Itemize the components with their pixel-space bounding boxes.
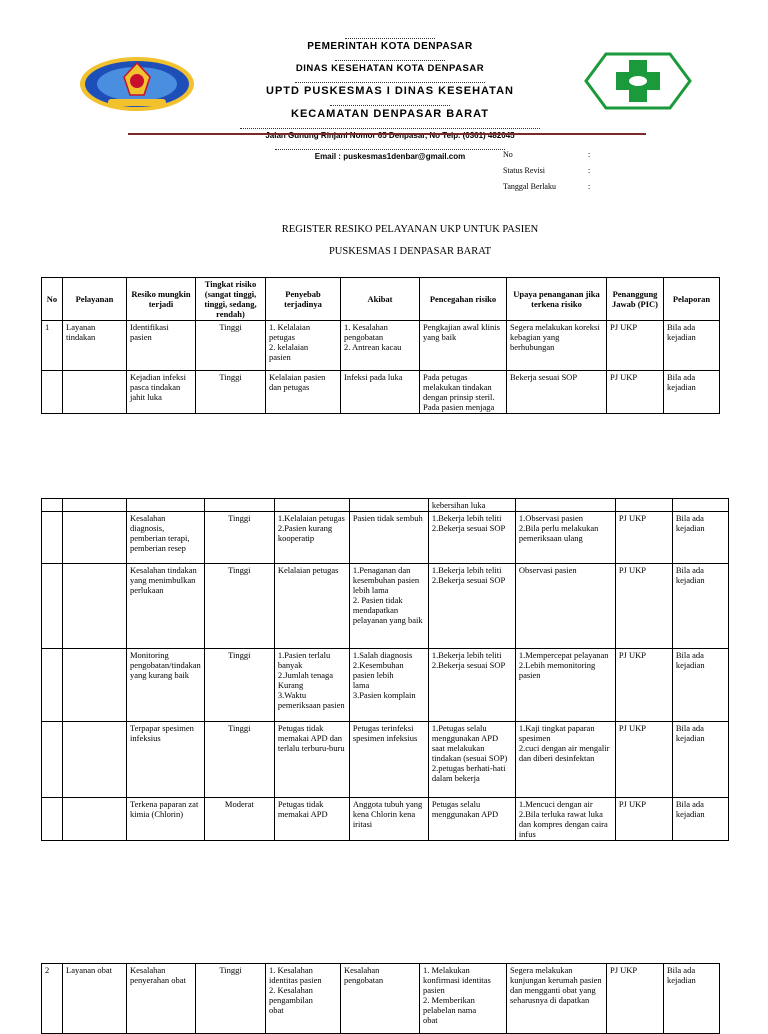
cell-pencegahan: kebersihan luka [428,499,515,512]
cell-pelayanan [63,371,127,414]
cell-pencegahan: Pada petugas melakukan tindakan dengan prinsip steril. Pada pasien menjaga [420,371,507,414]
cell-upaya: 1.Kaji tingkat paparan spesimen 2.cuci dengan air mengalir dan diberi desinfektan [515,722,615,798]
table-row [42,512,729,564]
cell-no [42,499,63,512]
cell-no [42,722,63,798]
cell-pelaporan: Bila ada kejadian [664,371,720,414]
table-row [42,722,729,798]
city-emblem-icon [78,55,196,113]
table-row [42,649,729,722]
cell-no [42,512,63,564]
header-line-3: UPTD PUSKESMAS I DINAS KESEHATAN [266,85,514,97]
cell-akibat: Pasien tidak sembuh [349,512,428,564]
table-row [42,798,729,841]
cell-tingkat: Tinggi [204,649,274,722]
cell-pelaporan: Bila ada kejadian [664,321,720,371]
cell-pencegahan: 1.Bekerja lebih teliti 2.Bekerja sesuai SOP [428,649,515,722]
cell-pelayanan [63,499,127,512]
cell-resiko [127,499,205,512]
puskesmas-logo-icon [584,52,692,110]
cell-penyebab: 1.Pasien terlalu banyak 2.Jumlah tenaga Kurang 3.Waktu pemeriksaan pasien [274,649,349,722]
cell-penyebab: Petugas tidak memakai APD dan terlalu terburu-buru [274,722,349,798]
cell-pencegahan: 1.Bekerja lebih teliti 2.Bekerja sesuai SOP [428,512,515,564]
cell-pencegahan: 1. Melakukan konfirmasi identitas pasien 2. Memberikan pelabelan nama obat [420,964,507,1034]
cell-pic: PJ UKP [607,964,664,1034]
cell-resiko: Kesalahan tindakan yang menimbulkan perlukaan [127,564,205,649]
cell-upaya: Observasi pasien [515,564,615,649]
cell-akibat [349,499,428,512]
cell-resiko: Kejadian infeksi pasca tindakan jahit luka [127,371,196,414]
cell-no [42,798,63,841]
balinese-script-line [335,54,445,61]
cell-akibat: Kesalahan pengobatan [341,964,420,1034]
cell-tingkat: Tinggi [196,321,266,371]
header-line-1: PEMERINTAH KOTA DENPASAR [307,41,473,52]
balinese-script-line [240,122,540,129]
cell-penyebab: 1. Kelalaian petugas 2. kelalaian pasien [266,321,341,371]
cell-no [42,371,63,414]
cell-resiko: Kesalahan penyerahan obat [127,964,196,1034]
table-row [42,499,729,512]
cell-pic: PJ UKP [607,321,664,371]
document-subtitle: PUSKESMAS I DENPASAR BARAT [328,246,492,257]
cell-pencegahan: 1.Petugas selalu menggunakan APD saat melakukan tindakan (sesuai SOP) 2.petugas berhati-hati dalam bekerja [428,722,515,798]
cell-upaya: 1.Mempercepat pelayanan 2.Lebih memonitoring pasien [515,649,615,722]
cell-upaya [515,499,615,512]
cell-no [42,564,63,649]
cell-resiko: Kesalahan diagnosis, pemberian terapi, pemberian resep [127,512,205,564]
cell-resiko: Terpapar spesimen infeksius [127,722,205,798]
table-row [42,564,729,649]
cell-pelaporan: Bila ada kejadian [672,722,728,798]
cell-upaya: 1.Mencuci dengan air 2.Bila terluka rawat luka dan kompres dengan caira infus [515,798,615,841]
cell-akibat: 1.Salah diagnosis 2.Kesembuhan pasien lebih lama 3.Pasien komplain [349,649,428,722]
cell-no: 1 [42,321,63,371]
table-row [42,964,720,1034]
cell-pelayanan [63,512,127,564]
cell-pelayanan: Layanan tindakan [63,321,127,371]
risk-register-table-part-3 [41,963,720,1034]
letterhead-text [200,30,580,162]
table-row [42,371,720,414]
balinese-script-line [295,76,485,83]
cell-pelaporan: Bila ada kejadian [664,964,720,1034]
risk-register-table-part-1 [41,277,720,414]
cell-pic [615,499,672,512]
letterhead [0,0,768,161]
cell-penyebab: 1. Kesalahan identitas pasien 2. Kesalahan pengambilan obat [266,964,341,1034]
cell-akibat: Petugas terinfeksi spesimen infeksius [349,722,428,798]
cell-pelaporan [672,499,728,512]
cell-upaya: Bekerja sesuai SOP [507,371,607,414]
cell-pelaporan: Bila ada kejadian [672,512,728,564]
cell-tingkat: Tinggi [204,512,274,564]
cell-no [42,649,63,722]
balinese-script-line [330,99,450,106]
cell-penyebab: Petugas tidak memakai APD [274,798,349,841]
balinese-script-line [345,32,435,39]
cell-upaya: Segera melakukan kunjungan kerumah pasien dan mengganti obat yang seharusnya di dapatkan [507,964,607,1034]
cell-upaya: 1.Observasi pasien 2.Bila perlu melakukan pemeriksaan ulang [515,512,615,564]
header-address: Jalan Gunung Rinjani Nomor 65 Denpasar, No Telp. (0361) 482045 [265,131,515,140]
cell-no: 2 [42,964,63,1034]
cell-tingkat: Tinggi [204,564,274,649]
cell-tingkat: Tinggi [196,371,266,414]
cell-resiko: Monitoring pengobatan/tindakan yang kurang baik [127,649,205,722]
cell-tingkat: Tinggi [196,964,266,1034]
cell-pelayanan [63,649,127,722]
cell-akibat: 1. Kesalahan pengobatan 2. Antrean kacau [341,321,420,371]
cell-akibat: Anggota tubuh yang kena Chlorin kena iritasi [349,798,428,841]
cell-pic: PJ UKP [615,649,672,722]
cell-pic: PJ UKP [615,798,672,841]
cell-pic: PJ UKP [615,512,672,564]
cell-pelayanan [63,798,127,841]
cell-resiko: Identifikasi pasien [127,321,196,371]
cell-pelayanan [63,564,127,649]
cell-akibat: 1.Penaganan dan kesembuhan pasien lebih lama 2. Pasien tidak mendapatkan pelayanan yang baik [349,564,428,649]
cell-pencegahan: Pengkajian awal klinis yang baik [420,321,507,371]
header-divider [128,133,646,135]
cell-akibat: Infeksi pada luka [341,371,420,414]
table-row [42,321,720,371]
cell-pelaporan: Bila ada kejadian [672,649,728,722]
cell-tingkat: Tinggi [204,722,274,798]
risk-register-table-part-2 [41,498,729,841]
cell-penyebab: 1.Kelalaian petugas 2.Pasien kurang kooperatip [274,512,349,564]
cell-penyebab [274,499,349,512]
cell-pic: PJ UKP [607,371,664,414]
cell-penyebab: Kelalaian petugas [274,564,349,649]
cell-pelayanan [63,722,127,798]
cell-pelaporan: Bila ada kejadian [672,564,728,649]
cell-pic: PJ UKP [615,722,672,798]
table-header-row: No Pelayanan Resiko mungkin terjadi Tingkat risiko (sangat tinggi, tinggi, sedang, rendah) Penyebab terjadinya Akibat Pencegahan risiko Upaya penanganan jika terkena risiko Penanggung Jawab (PIC) Pelaporan [42,278,720,321]
cell-tingkat [204,499,274,512]
cell-pic: PJ UKP [615,564,672,649]
cell-resiko: Terkena paparan zat kimia (Chlorin) [127,798,205,841]
cell-penyebab: Kelalaian pasien dan petugas [266,371,341,414]
cell-pelaporan: Bila ada kejadian [672,798,728,841]
cell-pencegahan: 1.Bekerja lebih teliti 2.Bekerja sesuai SOP [428,564,515,649]
header-line-4: KECAMATAN DENPASAR BARAT [291,108,489,120]
cell-pencegahan: Petugas selalu menggunakan APD [428,798,515,841]
header-email: Email : puskesmas1denbar@gmail.com [314,152,466,161]
cell-tingkat: Moderat [204,798,274,841]
header-line-2: DINAS KESEHATAN KOTA DENPASAR [295,63,485,74]
document-title: REGISTER RESIKO PELAYANAN UKP UNTUK PASIEN [281,224,539,235]
cell-pelayanan: Layanan obat [63,964,127,1034]
cell-upaya: Segera melakukan koreksi kebagian yang berhubungan [507,321,607,371]
balinese-script-line [275,143,505,150]
